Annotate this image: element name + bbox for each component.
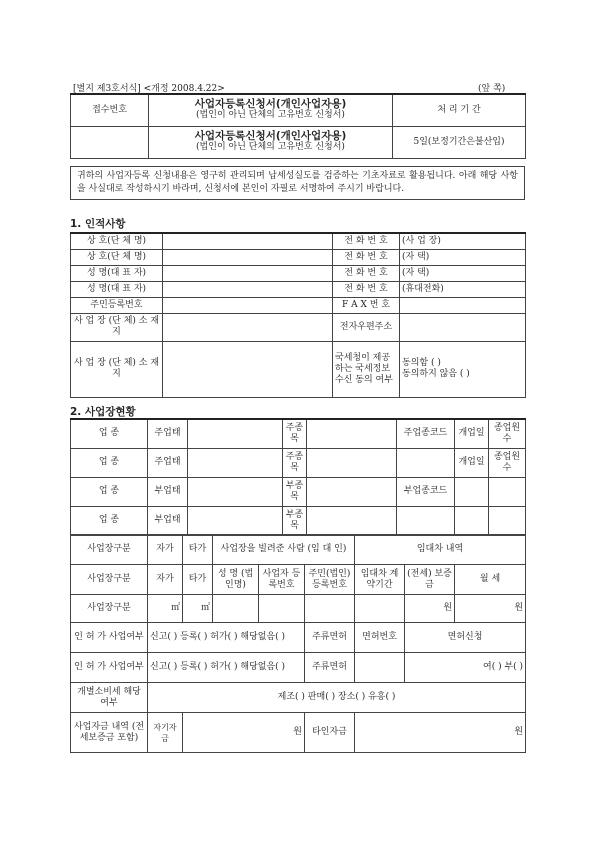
- sub-code-label: 부업종코드: [397, 477, 455, 506]
- sub-item-field[interactable]: [307, 477, 397, 506]
- sub-type-label: 부업태: [148, 506, 188, 535]
- row-mid-label: 전 화 번 호: [333, 265, 400, 281]
- phone-home-field-2[interactable]: (자 택): [400, 265, 526, 281]
- phone-home-field[interactable]: (자 택): [400, 249, 526, 265]
- lease-period-label: 임대차 계약기간: [355, 565, 405, 595]
- row-label: 성 명(대 표 자): [71, 265, 163, 281]
- row-label: 성 명(대 표 자): [71, 281, 163, 297]
- personal-info-table: [70, 232, 526, 398]
- industry-label: 업 종: [71, 506, 148, 535]
- row-label: 주민등록번호: [71, 297, 163, 313]
- period-label: 처 리 기 간: [393, 94, 526, 126]
- lessor-bizno-field[interactable]: [259, 595, 305, 623]
- license-number-label: 면허번호: [355, 623, 405, 653]
- address-label: 사 업 장 (단 체) 소 재 지: [71, 313, 163, 341]
- owned-option[interactable]: 자가: [148, 535, 183, 565]
- license-apply-label: 면허신청: [405, 623, 526, 653]
- lessor-bizno-label: 사업자 등록번호: [259, 565, 305, 595]
- permit-label: 인 허 가 사업여부: [71, 623, 148, 653]
- deposit-label: (전세) 보증금: [405, 565, 455, 595]
- employees-label: 종업원수: [489, 448, 526, 477]
- sub-code-field[interactable]: [397, 506, 455, 535]
- business-item-field[interactable]: [307, 448, 397, 477]
- permit-options[interactable]: 신고( ) 등록( ) 허가( ) 해당없음( ): [148, 623, 305, 653]
- employees-label: 종업원수: [489, 419, 526, 448]
- row-mid-label: 전 화 번 호: [333, 281, 400, 297]
- address-label-2: 사 업 장 (단 체) 소 재 지: [71, 341, 163, 397]
- business-type-field[interactable]: [188, 448, 283, 477]
- premises-type-label: 사업장구분: [71, 565, 148, 595]
- owned-option[interactable]: 자가: [148, 565, 183, 595]
- open-date-field[interactable]: [455, 477, 489, 506]
- sub-item-label: 부종목: [283, 477, 307, 506]
- section1-title: 1. 인적사항: [70, 218, 126, 230]
- monthly-rent-field[interactable]: 원: [455, 595, 526, 623]
- email-field[interactable]: [400, 313, 526, 341]
- excise-tax-options[interactable]: 제조( ) 판매( ) 장소( ) 유흥( ): [148, 683, 526, 713]
- license-number-field[interactable]: [355, 653, 405, 683]
- form-title-2: 사업자등록신청서(개인사업자용) (법인이 아닌 단체의 고유번호 신청서): [149, 126, 393, 158]
- business-item-field[interactable]: [307, 419, 397, 448]
- consent-options[interactable]: [400, 341, 526, 397]
- sub-type-label: 부업태: [148, 477, 188, 506]
- employees-field[interactable]: [489, 477, 526, 506]
- owned-area-field[interactable]: ㎡: [148, 595, 183, 623]
- other-capital-field[interactable]: 원: [355, 713, 526, 753]
- own-capital-field[interactable]: 원: [183, 713, 305, 753]
- lease-label: 임대차 내역: [355, 535, 526, 565]
- representative-name-field[interactable]: [163, 265, 333, 281]
- trade-name-field[interactable]: [163, 233, 333, 249]
- row-mid-label: F A X 번 호: [333, 297, 400, 313]
- consent-agree[interactable]: 동의함 ( ): [402, 358, 441, 368]
- receipt-value[interactable]: [71, 126, 149, 158]
- business-type-field[interactable]: [188, 419, 283, 448]
- excise-tax-label: 개별소비세 해당여부: [71, 683, 148, 713]
- phone-business-field[interactable]: (사 업 장): [400, 233, 526, 249]
- notice-text: 귀하의 사업자등록 신청내용은 영구히 관리되며 납세성실도를 검증하는 기초자료로 활용됩니다. 아래 해당 사항을 사실대로 작성하시기 바라며, 신청서에 본인이 자필로 서명하여 주시기 바랍니다.: [70, 166, 525, 200]
- industry-label: 업 종: [71, 477, 148, 506]
- header-table: [70, 93, 526, 159]
- capital-label: 사업자금 내역 (전세보증금 포함): [71, 713, 148, 753]
- business-type-label: 주업태: [148, 448, 188, 477]
- row-label: 상 호(단 체 명): [71, 233, 163, 249]
- open-date-label: 개업일: [455, 448, 489, 477]
- industry-label: 업 종: [71, 419, 148, 448]
- fax-field[interactable]: [400, 297, 526, 313]
- business-item-label: 주종목: [283, 419, 307, 448]
- period-value: 5일(보정기간은불산입): [393, 126, 526, 158]
- premises-type-label: 사업장구분: [71, 535, 148, 565]
- resident-number-field[interactable]: [163, 297, 333, 313]
- industry-code-label: 주업종코드: [397, 419, 455, 448]
- permit-label: 인 허 가 사업여부: [71, 653, 148, 683]
- email-label: 전자우편주소: [333, 313, 400, 341]
- employees-field[interactable]: [489, 506, 526, 535]
- lessor-name-label: 성 명 (법인명): [213, 565, 259, 595]
- industry-code-field[interactable]: [397, 448, 455, 477]
- open-date-field[interactable]: [455, 506, 489, 535]
- consent-label: 국세청이 제공하는 국세정보 수신 동의 여부: [333, 341, 400, 397]
- monthly-rent-label: 월 세: [455, 565, 526, 595]
- rented-option[interactable]: 타가: [183, 535, 213, 565]
- premises-type-label: 사업장구분: [71, 595, 148, 623]
- own-capital-label: 자기자금: [148, 713, 183, 753]
- permit-options[interactable]: 신고( ) 등록( ) 허가( ) 해당없음( ): [148, 653, 305, 683]
- premises-table: [70, 534, 526, 753]
- trade-name-field-2[interactable]: [163, 249, 333, 265]
- address-field[interactable]: [163, 313, 333, 341]
- form-title-1: 사업자등록신청서(개인사업자용) (법인이 아닌 단체의 고유번호 신청서): [149, 94, 393, 126]
- sub-type-field[interactable]: [188, 506, 283, 535]
- business-item-label: 주종목: [283, 448, 307, 477]
- row-mid-label: 전 화 번 호: [333, 249, 400, 265]
- liquor-license-label: 주류면허: [305, 653, 355, 683]
- row-mid-label: 전 화 번 호: [333, 233, 400, 249]
- sub-type-field[interactable]: [188, 477, 283, 506]
- business-type-label: 주업태: [148, 419, 188, 448]
- liquor-license-label: 주류면허: [305, 623, 355, 653]
- sub-item-label: 부종목: [283, 506, 307, 535]
- lessor-resno-field[interactable]: [305, 595, 355, 623]
- lessor-resno-label: 주민(법인) 등록번호: [305, 565, 355, 595]
- other-capital-label: 타인자금: [305, 713, 355, 753]
- address-field-2[interactable]: [163, 341, 333, 397]
- consent-disagree[interactable]: 동의하지 않음 ( ): [402, 369, 470, 379]
- industry-table: [70, 418, 526, 536]
- representative-name-field-2[interactable]: [163, 281, 333, 297]
- rented-area-field[interactable]: ㎡: [183, 595, 213, 623]
- receipt-label: 접수번호: [71, 94, 149, 126]
- sub-item-field[interactable]: [307, 506, 397, 535]
- phone-mobile-field[interactable]: (휴대전화): [400, 281, 526, 297]
- deposit-field[interactable]: 원: [405, 595, 455, 623]
- industry-label: 업 종: [71, 448, 148, 477]
- form-number: [별지 제3호서식] <개정 2008.4.22>: [73, 84, 225, 94]
- lessor-label: 사업장을 빌려준 사람 (임 대 인): [213, 535, 355, 565]
- rented-option[interactable]: 타가: [183, 565, 213, 595]
- license-yes-no[interactable]: 여( ) 부( ): [405, 653, 526, 683]
- section2-title: 2. 사업장현황: [70, 406, 136, 418]
- lease-period-field[interactable]: [355, 595, 405, 623]
- lessor-name-field[interactable]: [213, 595, 259, 623]
- open-date-label: 개업일: [455, 419, 489, 448]
- page-side: (앞 쪽): [478, 84, 506, 94]
- row-label: 상 호(단 체 명): [71, 249, 163, 265]
